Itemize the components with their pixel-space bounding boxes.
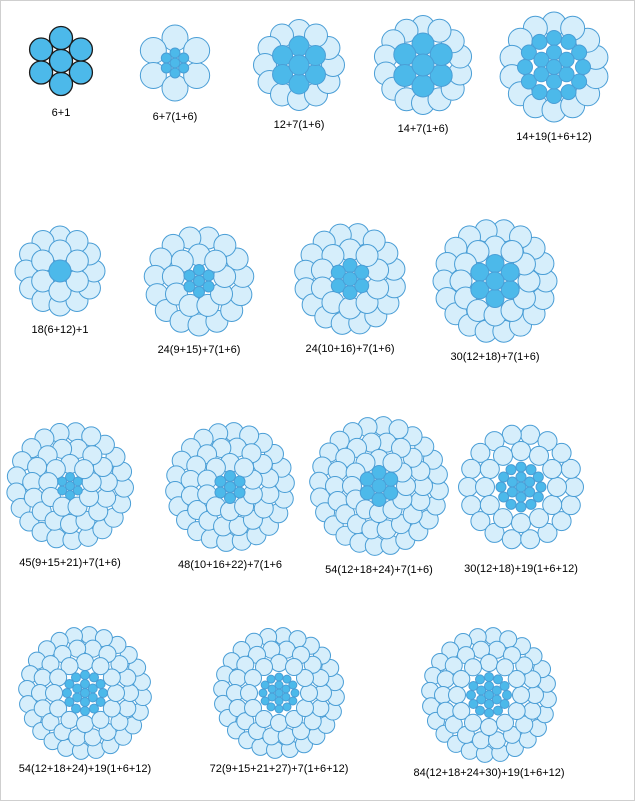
- wire-circle: [530, 446, 549, 465]
- wire-circle: [561, 34, 576, 49]
- wire-circle: [271, 715, 288, 732]
- wire-circle: [99, 689, 108, 698]
- wire-circle: [312, 700, 329, 717]
- figure-caption: 18(6+12)+1: [31, 324, 89, 336]
- strand-figure: [253, 19, 345, 131]
- wire-circle: [205, 250, 227, 272]
- wire-circle: [496, 482, 506, 492]
- wire-circle: [501, 241, 523, 263]
- wire-circle: [119, 700, 136, 717]
- wire-bundle: [144, 226, 254, 336]
- wire-circle: [289, 55, 309, 75]
- wire-circle: [532, 85, 547, 100]
- wire-circle: [476, 478, 495, 497]
- strand-cross-section: [433, 219, 557, 343]
- figure-caption: 54(12+18+24)+7(1+6): [325, 564, 433, 576]
- wire-bundle: [23, 631, 147, 755]
- wire-circle: [467, 691, 476, 700]
- strand-cross-section: [23, 631, 147, 755]
- figure-caption: 45(9+15+21)+7(1+6): [19, 557, 121, 569]
- wire-circle: [283, 675, 291, 683]
- wire-circle: [437, 671, 454, 688]
- wire-bundle: [135, 23, 215, 103]
- wire-circle: [275, 705, 283, 713]
- wire-circle: [516, 502, 526, 512]
- figure-caption: 30(12+18)+19(1+6+12): [464, 563, 578, 575]
- wire-circle: [494, 509, 513, 528]
- figure-caption: 24(9+15)+7(1+6): [157, 344, 241, 356]
- wire-circle: [30, 38, 53, 61]
- wire-circle: [49, 260, 71, 282]
- wire-circle: [235, 458, 254, 477]
- wire-circle: [170, 58, 180, 68]
- wire-bundle: [309, 416, 449, 556]
- wire-bundle: [433, 219, 557, 343]
- strand-figure: [453, 419, 589, 575]
- strand-cross-section: [309, 416, 449, 556]
- strand-cross-section: [373, 15, 473, 115]
- wire-circle: [291, 689, 299, 697]
- strand-cross-section: [453, 419, 589, 555]
- wire-circle: [512, 442, 531, 461]
- wire-circle: [301, 685, 318, 702]
- strand-cross-section: [144, 226, 254, 336]
- wire-circle: [449, 687, 466, 704]
- strand-figure: [135, 23, 215, 123]
- wire-circle: [69, 38, 92, 61]
- strand-cross-section: [7, 423, 133, 549]
- figure-caption: 24(10+16)+7(1+6): [305, 343, 395, 355]
- wire-circle: [275, 673, 283, 681]
- wire-circle: [576, 60, 591, 75]
- wire-circle: [547, 60, 562, 75]
- wire-bundle: [294, 223, 406, 335]
- wire-bundle: [453, 419, 589, 555]
- wire-circle: [50, 50, 73, 73]
- wire-circle: [481, 719, 498, 736]
- wire-circle: [72, 704, 81, 713]
- wire-circle: [77, 716, 94, 733]
- strand-cross-section: [425, 631, 553, 759]
- wire-circle: [267, 703, 275, 711]
- wire-circle: [81, 707, 90, 716]
- wire-circle: [75, 460, 94, 479]
- wire-circle: [497, 659, 514, 676]
- wire-circle: [63, 689, 72, 698]
- wire-circle: [506, 499, 516, 509]
- strand-figure: [23, 23, 99, 119]
- wire-circle: [486, 272, 504, 290]
- wire-circle: [69, 61, 92, 84]
- wire-circle: [485, 673, 494, 682]
- strand-figure: [433, 219, 557, 363]
- wire-circle: [372, 479, 386, 493]
- strand-figure: [209, 631, 349, 775]
- figure-caption: 12+7(1+6): [273, 119, 325, 131]
- wire-circle: [61, 711, 78, 728]
- figure-caption: 48(10+16+22)+7(1+6: [178, 559, 282, 571]
- strand-cross-section: [253, 19, 345, 111]
- wire-circle: [108, 685, 125, 702]
- wire-circle: [275, 689, 283, 697]
- figure-caption: 14+19(1+6+12): [516, 131, 592, 143]
- wire-circle: [271, 655, 288, 672]
- wire-bundle: [217, 631, 341, 755]
- wire-circle: [66, 482, 75, 491]
- strand-cross-section: [166, 423, 294, 551]
- strand-figure: [15, 226, 105, 336]
- wire-circle: [561, 496, 580, 515]
- figure-caption: 14+7(1+6): [397, 123, 449, 135]
- figure-caption: 72(9+15+21+27)+7(1+6+12): [209, 763, 349, 775]
- strand-figure: [18, 631, 152, 775]
- wire-circle: [90, 673, 99, 682]
- wire-circle: [480, 460, 499, 479]
- wire-circle: [77, 654, 94, 671]
- wire-circle: [194, 276, 205, 287]
- strand-cross-section: [15, 226, 105, 316]
- wire-circle: [465, 714, 482, 731]
- strand-cross-section: [23, 23, 99, 99]
- wire-circle: [543, 496, 562, 515]
- strand-figure: [166, 423, 294, 571]
- wire-circle: [548, 478, 567, 497]
- wire-circle: [526, 465, 536, 475]
- wire-circle: [343, 272, 357, 286]
- wire-circle: [547, 31, 562, 46]
- wire-circle: [462, 459, 481, 478]
- strand-cross-section: [135, 23, 215, 103]
- wire-bundle: [253, 19, 345, 111]
- strand-figure: [309, 416, 449, 576]
- wire-circle: [485, 709, 494, 718]
- wire-circle: [92, 658, 109, 675]
- wire-circle: [547, 89, 562, 104]
- strand-cross-section: [217, 631, 341, 755]
- wire-circle: [516, 482, 526, 492]
- wire-circle: [30, 61, 53, 84]
- strand-cross-section: [294, 223, 406, 335]
- wire-circle: [512, 514, 531, 533]
- wire-circle: [565, 478, 584, 497]
- wire-circle: [256, 710, 273, 727]
- wire-circle: [518, 60, 533, 75]
- figure-caption: 6+7(1+6): [152, 111, 198, 123]
- wire-circle: [259, 689, 267, 697]
- strand-figure: [413, 631, 565, 779]
- wire-circle: [524, 702, 541, 719]
- wire-circle: [81, 671, 90, 680]
- strand-figure: [144, 226, 254, 356]
- wire-circle: [50, 27, 73, 50]
- strand-figure: [7, 423, 133, 569]
- wire-circle: [50, 669, 67, 686]
- wire-circle: [536, 482, 546, 492]
- figure-caption: 30(12+18)+7(1+6): [450, 351, 540, 363]
- wire-circle: [481, 655, 498, 672]
- wire-circle: [81, 689, 90, 698]
- wire-circle: [485, 691, 494, 700]
- wire-circle: [453, 671, 470, 688]
- wire-circle: [459, 478, 478, 497]
- wire-bundle: [425, 631, 553, 759]
- wire-circle: [245, 670, 262, 687]
- wire-circle: [508, 703, 525, 720]
- strand-figure: [373, 15, 473, 135]
- wire-bundle: [166, 423, 294, 551]
- wire-bundle: [23, 23, 99, 99]
- wire-bundle: [498, 11, 610, 123]
- strand-figure: [294, 223, 406, 355]
- wire-circle: [412, 54, 434, 76]
- figure-caption: 54(12+18+24)+19(1+6+12): [18, 763, 152, 775]
- wire-circle: [46, 685, 63, 702]
- wire-bundle: [7, 423, 133, 549]
- wire-circle: [383, 453, 402, 472]
- wire-circle: [494, 675, 503, 684]
- wire-circle: [229, 669, 246, 686]
- strand-cross-section: [498, 11, 610, 123]
- wire-circle: [356, 245, 378, 267]
- wire-circle: [34, 669, 51, 686]
- wire-bundle: [373, 15, 473, 115]
- wire-circle: [103, 700, 120, 717]
- wire-circle: [503, 691, 512, 700]
- figure-caption: 6+1: [51, 107, 71, 119]
- figure-caption: 84(12+18+24+30)+19(1+6+12): [413, 767, 565, 779]
- wire-circle: [296, 700, 313, 717]
- wire-circle: [513, 687, 530, 704]
- strand-figure: [498, 11, 610, 143]
- wire-circle: [516, 462, 526, 472]
- wire-circle: [241, 685, 258, 702]
- wire-circle: [476, 706, 485, 715]
- wire-circle: [286, 659, 303, 676]
- wire-circle: [225, 482, 236, 493]
- wire-bundle: [15, 226, 105, 316]
- wire-circle: [50, 73, 73, 96]
